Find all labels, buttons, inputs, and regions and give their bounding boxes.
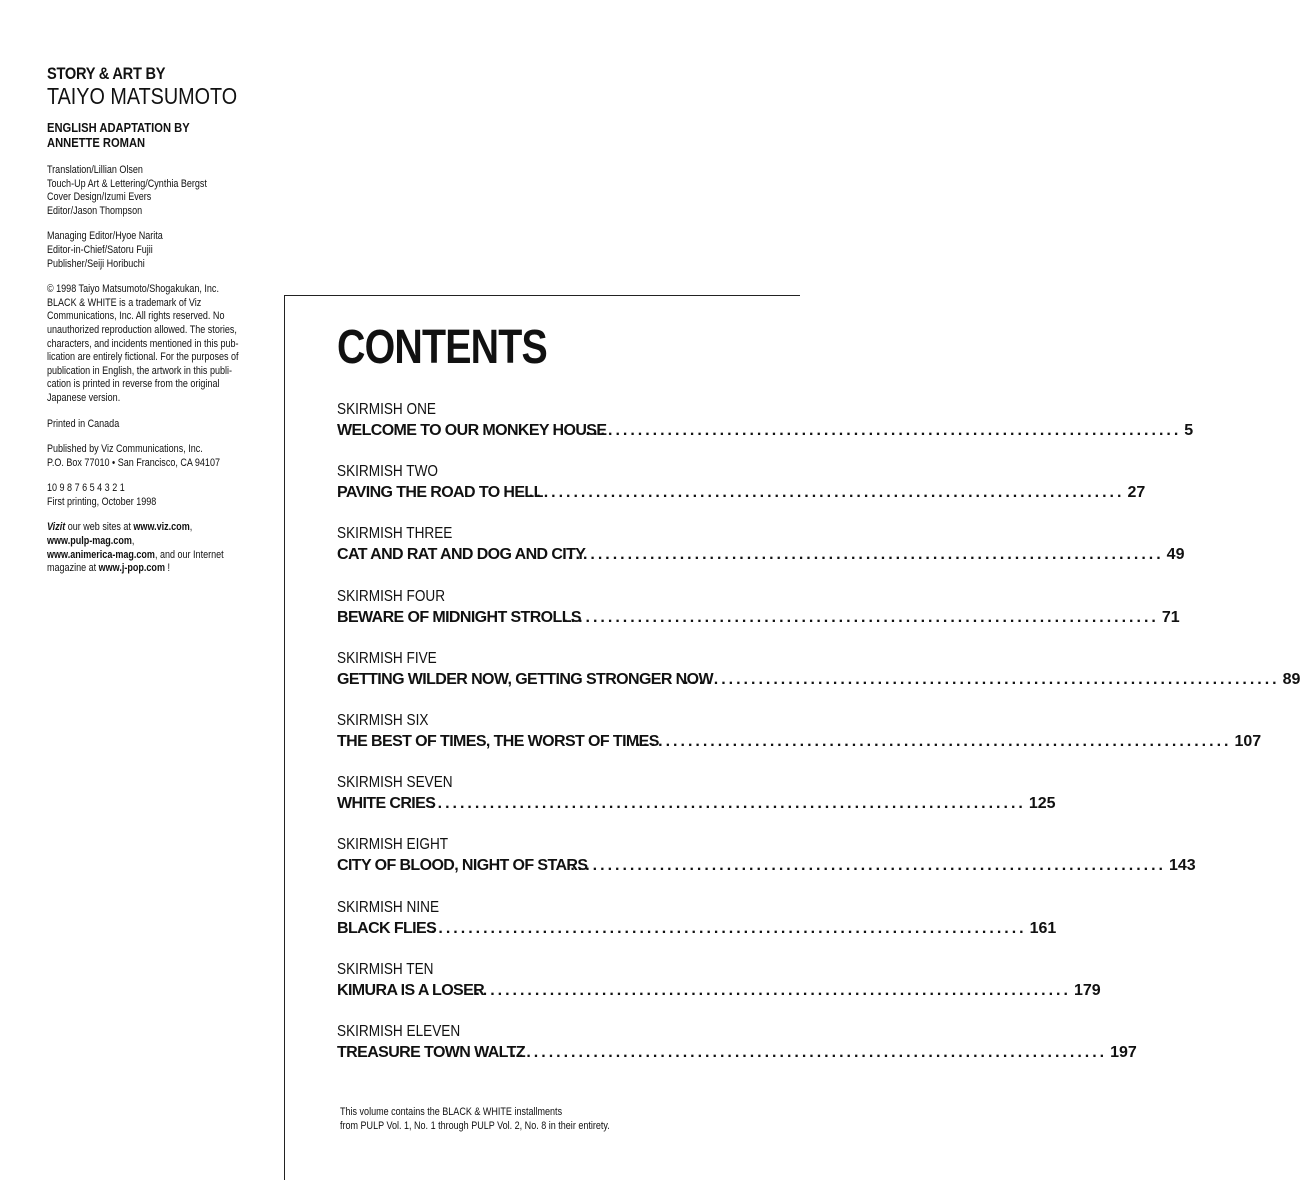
page-number: 71 xyxy=(1161,608,1180,626)
chapter-line xyxy=(337,607,1180,629)
dot-leader: ................................................................................ xyxy=(430,919,1027,937)
printing-info xyxy=(47,482,282,509)
note-line: from PULP Vol. 1, No. 1 through PULP Vol. 2, No. 8 in their entirety. xyxy=(340,1119,610,1132)
dot-leader: ................................................................................ xyxy=(475,981,1071,999)
staff-line: Translation/Lillian Olsen xyxy=(47,164,143,176)
dot-leader: ................................................................................ xyxy=(528,484,1125,502)
chapter-title: PAVING THE ROAD TO HELL xyxy=(337,484,543,502)
toc-entry[interactable] xyxy=(337,1022,1137,1084)
chapter-title: CITY OF BLOOD, NIGHT OF STARS xyxy=(337,857,588,875)
credits-column xyxy=(47,64,282,588)
skirmish-label: SKIRMISH ELEVEN xyxy=(337,1022,461,1040)
printing-numbers: 10 9 8 7 6 5 4 3 2 1 xyxy=(47,482,125,495)
copyright-line: Communications, Inc. All rights reserved. No xyxy=(47,310,225,323)
adaptation-name: ANNETTE ROMAN xyxy=(47,135,146,150)
web-sites xyxy=(47,521,282,575)
toc-entry[interactable] xyxy=(337,649,1300,711)
staff-credits xyxy=(47,164,282,218)
staff-line: Cover Design/Izumi Evers xyxy=(47,191,152,204)
chapter-title: GETTING WILDER NOW, GETTING STRONGER NOW xyxy=(337,670,713,688)
copyright-line: lication are entirely fictional. For the purposes of xyxy=(47,351,239,364)
web-text: our web sites at xyxy=(65,521,134,534)
note-line: This volume contains the BLACK & WHITE installments xyxy=(340,1106,563,1118)
toc-entry[interactable] xyxy=(337,400,1194,462)
skirmish-label: SKIRMISH ONE xyxy=(337,401,436,418)
animerica-link[interactable]: www.animerica-mag.com xyxy=(47,548,155,561)
story-art-label: STORY & ART BY xyxy=(47,64,166,83)
toc-entry[interactable] xyxy=(337,835,1196,897)
page-number: 89 xyxy=(1282,670,1300,688)
management-line: Editor-in-Chief/Satoru Fujii xyxy=(47,243,153,256)
toc-entry[interactable] xyxy=(337,960,1101,1022)
publisher-address: P.O. Box 77010 • San Francisco, CA 94107 xyxy=(47,456,220,469)
copyright-line: publication in English, the artwork in this publi- xyxy=(47,364,233,377)
chapter-title: BLACK FLIES xyxy=(337,919,437,937)
management-credits xyxy=(47,230,282,271)
toc-entry[interactable] xyxy=(337,587,1180,649)
staff-line: Editor/Jason Thompson xyxy=(47,204,143,217)
web-text: , and our Internet xyxy=(154,548,224,561)
jpop-link[interactable]: www.j-pop.com xyxy=(98,562,165,575)
skirmish-label: SKIRMISH FOUR xyxy=(337,587,446,605)
web-line xyxy=(47,549,240,563)
management-line: Managing Editor/Hyoe Narita xyxy=(47,230,163,243)
dot-leader: ................................................................................ xyxy=(511,1043,1108,1061)
chapter-line xyxy=(337,793,1056,815)
dot-leader: ................................................................................ xyxy=(563,608,1159,626)
skirmish-label: SKIRMISH THREE xyxy=(337,525,453,543)
web-line xyxy=(47,535,240,549)
dot-leader: ................................................................................ xyxy=(570,857,1166,875)
contents-frame-top xyxy=(284,295,800,296)
author-name: TAIYO MATSUMOTO xyxy=(47,83,238,109)
publisher-info xyxy=(47,443,282,470)
web-text: ! xyxy=(164,562,170,575)
contents-frame-left xyxy=(284,295,285,1180)
copyright-notice xyxy=(47,283,282,405)
printed-in xyxy=(47,418,282,432)
copyright-line: Japanese version. xyxy=(47,391,121,404)
copyright-line: © 1998 Taiyo Matsumoto/Shogakukan, Inc. xyxy=(47,283,219,296)
dot-leader: ................................................................................ xyxy=(585,422,1182,439)
chapter-title: KIMURA IS A LOSER xyxy=(337,981,485,999)
page-number: 27 xyxy=(1127,484,1146,502)
dot-leader: ................................................................................ xyxy=(430,795,1026,813)
page-number: 125 xyxy=(1028,795,1056,813)
page-number: 107 xyxy=(1234,732,1262,750)
copyright-line: cation is printed in reverse from the original xyxy=(47,378,220,391)
skirmish-label: SKIRMISH TWO xyxy=(337,463,439,481)
pulp-link[interactable]: www.pulp-mag.com xyxy=(47,535,132,548)
page-number: 49 xyxy=(1166,546,1185,564)
chapter-line xyxy=(337,731,1262,753)
chapter-title: CAT AND RAT AND DOG AND CITY xyxy=(337,546,586,564)
chapter-line xyxy=(337,918,1057,940)
page-number: 179 xyxy=(1073,981,1101,999)
chapter-line xyxy=(337,544,1185,566)
skirmish-label: SKIRMISH TEN xyxy=(337,960,434,978)
toc-entry[interactable] xyxy=(337,524,1185,586)
web-text: , xyxy=(131,535,135,548)
toc-entry[interactable] xyxy=(337,898,1057,960)
copyright-line: unauthorized reproduction allowed. The stories, xyxy=(47,323,237,336)
page-number: 5 xyxy=(1184,422,1194,439)
chapter-title: BEWARE OF MIDNIGHT STROLLS xyxy=(337,608,581,626)
toc-entry[interactable] xyxy=(337,462,1146,524)
publisher-line: Published by Viz Communications, Inc. xyxy=(47,443,203,456)
contents-title: CONTENTS xyxy=(337,321,547,374)
skirmish-label: SKIRMISH NINE xyxy=(337,898,440,916)
chapter-line xyxy=(337,669,1300,691)
web-line xyxy=(47,562,240,576)
page-number: 143 xyxy=(1168,857,1196,875)
skirmish-label: SKIRMISH SIX xyxy=(337,711,429,729)
dot-leader: ................................................................................ xyxy=(683,670,1280,688)
chapter-line xyxy=(337,1042,1137,1064)
dot-leader: ................................................................................ xyxy=(635,732,1232,750)
staff-line: Touch-Up Art & Lettering/Cynthia Bergst xyxy=(47,177,207,190)
viz-link[interactable]: www.viz.com xyxy=(133,521,190,534)
chapter-title: WELCOME TO OUR MONKEY HOUSE xyxy=(337,422,607,439)
chapter-title: WHITE CRIES xyxy=(337,795,436,813)
skirmish-label: SKIRMISH EIGHT xyxy=(337,836,449,854)
web-text: magazine at xyxy=(47,562,99,575)
web-text: , xyxy=(189,521,193,534)
table-of-contents xyxy=(337,400,1300,1084)
chapter-line xyxy=(337,420,1194,442)
volume-note xyxy=(340,1106,610,1133)
copyright-line: characters, and incidents mentioned in this pub- xyxy=(47,337,239,350)
chapter-title: THE BEST OF TIMES, THE WORST OF TIMES xyxy=(337,732,659,750)
toc-entry[interactable] xyxy=(337,773,1056,835)
adaptation-label: ENGLISH ADAPTATION BY xyxy=(47,120,190,135)
web-line xyxy=(47,521,240,535)
page-number: 161 xyxy=(1029,919,1057,937)
page-number: 197 xyxy=(1110,1043,1137,1061)
printed-line: Printed in Canada xyxy=(47,417,120,430)
chapter-line xyxy=(337,482,1146,504)
chapter-title: TREASURE TOWN WALTZ xyxy=(337,1043,525,1061)
management-line: Publisher/Seiji Horibuchi xyxy=(47,257,145,270)
dot-leader: ................................................................................ xyxy=(568,546,1164,564)
skirmish-label: SKIRMISH SEVEN xyxy=(337,774,453,792)
chapter-line xyxy=(337,855,1196,877)
vizit-word: Vizit xyxy=(47,521,66,534)
toc-entry[interactable] xyxy=(337,711,1262,773)
printing-date: First printing, October 1998 xyxy=(47,495,157,508)
copyright-line: BLACK & WHITE is a trademark of Viz xyxy=(47,296,202,309)
chapter-line xyxy=(337,980,1101,1002)
skirmish-label: SKIRMISH FIVE xyxy=(337,649,437,667)
